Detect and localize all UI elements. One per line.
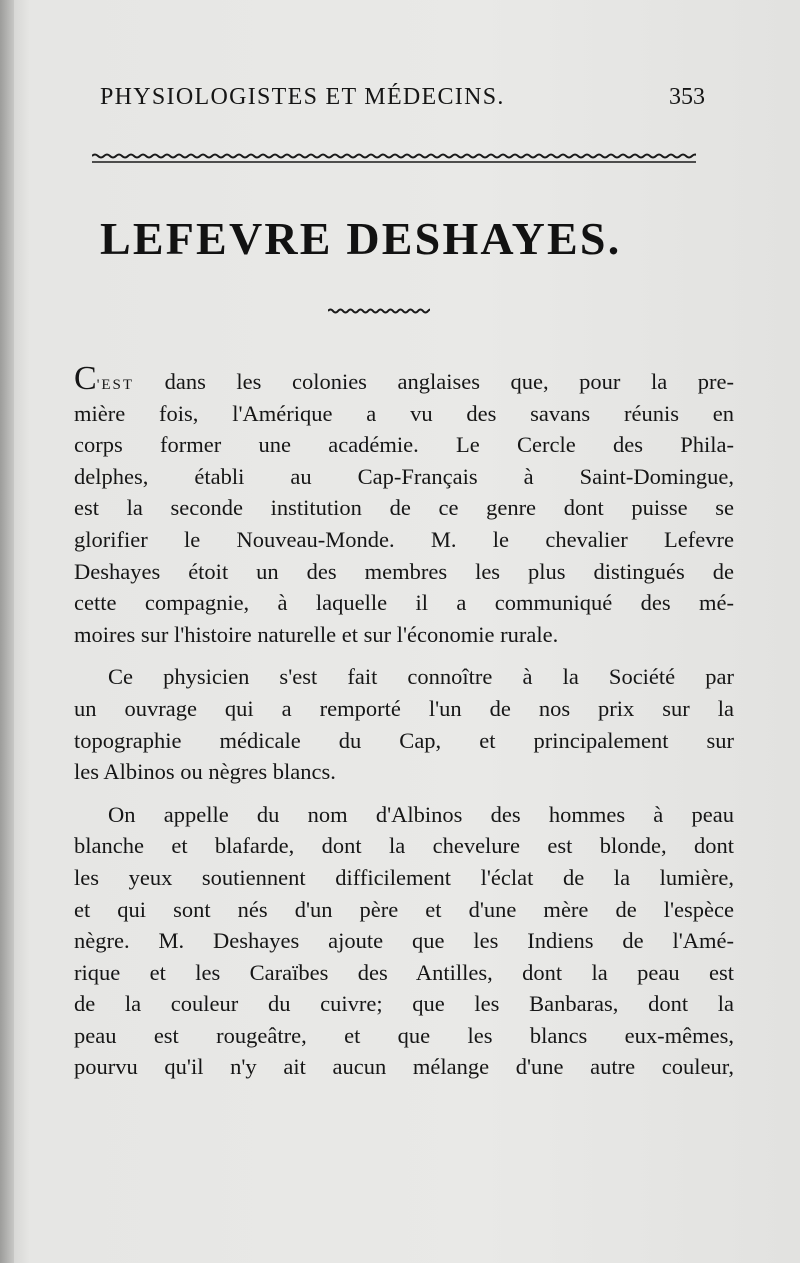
text-line: Deshayes étoit un des membres les plus distingués de [74,558,734,584]
text-line: les yeux soutiennent difficilement l'éclat de la lumière, [74,864,734,890]
text-line: nègre. M. Deshayes ajoute que les Indiens de l'Amé- [74,928,734,954]
text-line: C'EST dans les colonies anglaises que, pour la pre- [74,360,734,397]
body-text [74,360,734,1083]
running-head-title: PHYSIOLOGISTES ET MÉDECINS. [100,84,505,110]
text-line: On appelle du nom d'Albinos des hommes à peau [108,801,734,827]
text-line: blanche et blafarde, dont la chevelure est blonde, dont [74,833,734,859]
text-line: glorifier le Nouveau-Monde. M. le chevalier Lefevre [74,526,734,552]
text-line: et qui sont nés d'un père et d'une mère de l'espèce [74,896,734,922]
text-line: de la couleur du cuivre; que les Banbaras, dont la [74,991,734,1017]
text-line: moires sur l'histoire naturelle et sur l'économie rurale. [74,621,559,647]
text-line: delphes, établi au Cap-Français à Saint-Domingue, [74,463,734,489]
running-head [100,84,705,118]
paragraph-2 [74,661,734,787]
text-line: mière fois, l'Amérique a vu des savans réunis en [74,400,734,426]
text-line: les Albinos ou nègres blancs. [74,759,336,785]
wavy-rule-divider [92,150,696,166]
page-number: 353 [669,84,705,110]
text-line: Ce physicien s'est fait connoître à la Société par [108,664,734,690]
paragraph-1 [74,360,734,650]
text-line: peau est rougeâtre, et que les blancs eux-mêmes, [74,1022,734,1048]
text-line: corps former une académie. Le Cercle des Phila- [74,432,734,458]
text-line: topographie médicale du Cap, et principalement sur [74,727,734,753]
page-gutter-shadow [0,0,14,1263]
short-wavy-ornament [328,304,430,318]
paragraph-3 [74,799,734,1083]
article-title: LEFEVRE DESHAYES. [100,213,622,264]
small-caps-word: 'EST [96,377,135,393]
text-line: est la seconde institution de ce genre dont puisse se [74,495,734,521]
text-line: un ouvrage qui a remporté l'un de nos prix sur la [74,695,734,721]
text-line: rique et les Caraïbes des Antilles, dont la peau est [74,959,734,985]
text-line: pourvu qu'il n'y ait aucun mélange d'une autre couleur, [74,1054,734,1080]
drop-capital: C [74,360,97,397]
text-line: cette compagnie, à laquelle il a communiqué des mé- [74,590,734,616]
